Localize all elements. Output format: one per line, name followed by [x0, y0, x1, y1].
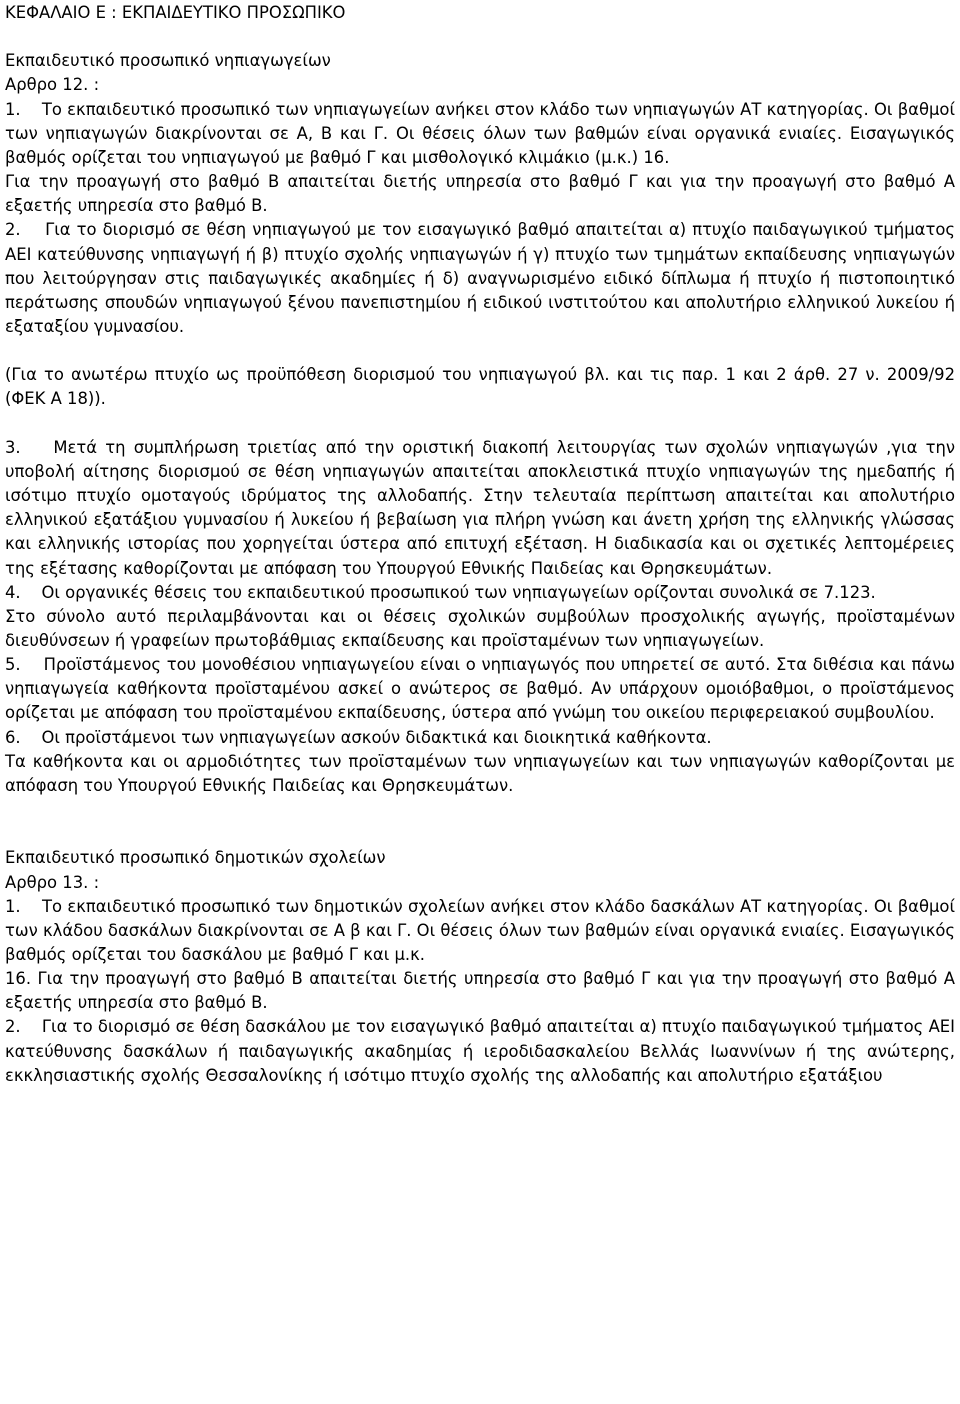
spacer [5, 798, 955, 822]
article-12-paragraph-4: 4. Οι οργανικές θέσεις του εκπαιδευτικού προσωπικού των νηπιαγωγείων ορίζονται συνολικά σε 7.123. [5, 582, 876, 602]
article-12-label: Αρθρο 12. : [5, 75, 100, 95]
article-12-paragraph-5: 5. Προϊστάμενος του μονοθέσιου νηπιαγωγείου είναι ο νηπιαγωγός που υπηρετεί σε αυτό. Στα διθέσια και πάνω νηπιαγωγεία καθήκοντα προϊσταμένου ασκεί ο ανώτερος σε βαθμό. Αν υπάρχουν ομοιόβαθμοι, ο προϊστάμενος ορίζεται με απόφαση του προϊσταμένου εκπαίδευσης, ύστερα από γνώμη του οικείου περιφερειακού συμβουλίου. [5, 655, 955, 723]
article-12-paragraph-1-promotion: Για την προαγωγή στο βαθμό Β απαιτείται διετής υπηρεσία στο βαθμό Γ και για την προαγωγή στο βαθμό Α εξαετής υπηρεσία στο βαθμό Β. [5, 172, 955, 216]
article-12-paragraph-2-note: (Για το ανωτέρω πτυχίο ως προϋπόθεση διορισμού του νηπιαγωγού βλ. και τις παρ. 1 και 2 άρθ. 27 ν. 2009/92 (ΦΕΚ Α 18)). [5, 365, 955, 409]
section-heading-primary: Εκπαιδευτικό προσωπικό δημοτικών σχολείων [5, 848, 386, 868]
article-12-paragraph-6: 6. Οι προϊστάμενοι των νηπιαγωγείων ασκούν διδακτικά και διοικητικά καθήκοντα. [5, 727, 712, 747]
article-13-paragraph-1: 1. Το εκπαιδευτικό προσωπικό των δημοτικών σχολείων ανήκει στον κλάδο δασκάλων ΑΤ κατηγορίας. Οι βαθμοί των κλάδου δασκάλων διακρίνονται σε Α β και Γ. Οι θέσεις όλων των βαθμών είναι οργανικά ενιαίες. Εισαγωγικός βαθμός ορίζεται του δασκάλου με βαθμό Γ και μ.κ. [5, 896, 955, 965]
article-13-paragraph-2: 2. Για το διορισμό σε θέση δασκάλου με τον εισαγωγικό βαθμό απαιτείται α) πτυχίο παιδαγωγικού τμήματος ΑΕΙ κατεύθυνσης δασκάλων ή παιδαγωγικής ακαδημίας ή ιεροδιδασκαλείου Βελλάς Ιωαννίνων ή της ανώτερης, εκκλησιαστικής σχολής Θεσσαλονίκης ή ισότιμο πτυχίο σχολής της αλλοδαπής και απολυτήριο εξατάξιου [5, 1017, 955, 1085]
article-12-paragraph-2: 2. Για το διορισμό σε θέση νηπιαγωγού με τον εισαγωγικό βαθμό απαιτείται α) πτυχίο παιδαγωγικού τμήματος ΑΕΙ κατεύθυνσης νηπιαγωγή ή β) πτυχίο σχολής νηπιαγωγών ή γ) πτυχίο των τμημάτων εκπαίδευσης νηπιαγωγών που λειτούργησαν στις παιδαγωγικές ακαδημίες ή δ) αναγνωρισμένο ειδικό δίπλωμα ή πτυχίο ή πιστοποιητικό περάτωσης σπουδών νηπιαγωγού ξένου πανεπιστημίου ή ειδικού ινστιτούτου και απολυτήριο ελληνικού λυκείου ή εξαταξίου γυμνασίου. [5, 220, 955, 337]
article-12-paragraph-4-detail: Στο σύνολο αυτό περιλαμβάνονται και οι θέσεις σχολικών συμβούλων προσχολικής αγωγής, προϊσταμένων διευθύνσεων ή γραφείων πρωτοβάθμιας εκπαίδευσης και προϊσταμένων των νηπιαγωγείων. [5, 606, 955, 651]
spacer [5, 339, 955, 363]
chapter-title: ΚΕΦΑΛΑΙΟ Ε : ΕΚΠΑΙΔΕΥΤΙΚΟ ΠΡΟΣΩΠΙΚΟ [5, 3, 346, 22]
spacer [5, 822, 955, 846]
spacer [5, 25, 955, 49]
article-12-paragraph-3: 3. Μετά τη συμπλήρωση τριετίας από την οριστική διακοπή λειτουργίας των σχολών νηπιαγωγών ,για την υποβολή αίτησης διορισμού σε θέση νηπιαγωγών απαιτείται αποκλειστικά πτυχίο νηπιαγωγών της ημεδαπής ή ισότιμο πτυχίο ομοταγούς ιδρύματος της αλλοδαπής. Στην τελευταία περίπτωση απαιτείται και απολυτήριο ελληνικού εξατάξιου γυμνασίου ή λυκείου ή βεβαίωση για πλήρη γνώση και άνετη χρήση της ελληνικής γλώσσας και ελληνικής ιστορίας που χορηγείται ύστερα από επιτυχή εξέταση. Η διαδικασία και οι σχετικές λεπτομέρειες της εξέτασης καθορίζονται με απόφαση του Υπουργού Εθνικής Παιδείας και Θρησκευμάτων. [5, 437, 955, 578]
article-13-paragraph-1-promotion: 16. Για την προαγωγή στο βαθμό Β απαιτείται διετής υπηρεσία στο βαθμό Γ και για την προαγωγή στο βαθμό Α εξαετής υπηρεσία στο βαθμό Β. [5, 969, 955, 1013]
article-13-label: Αρθρο 13. : [5, 872, 100, 892]
section-heading-kindergarten: Εκπαιδευτικό προσωπικό νηπιαγωγείων [5, 51, 331, 71]
article-12-paragraph-1: 1. Το εκπαιδευτικό προσωπικό των νηπιαγωγείων ανήκει στον κλάδο των νηπιαγωγών ΑΤ κατηγορίας. Οι βαθμοί των νηπιαγωγών διακρίνονται σε Α, Β και Γ. Οι θέσεις όλων των βαθμών είναι οργανικά ενιαίες. Εισαγωγικός βαθμός ορίζεται του νηπιαγωγού με βαθμό Γ και μισθολογικό κλιμάκιο (μ.κ.) 16. [5, 99, 955, 167]
article-12-paragraph-6-detail: Τα καθήκοντα και οι αρμοδιότητες των προϊσταμένων των νηπιαγωγείων και των νηπιαγωγών καθορίζονται με απόφαση του Υπουργού Εθνικής Παιδείας και Θρησκευμάτων. [5, 751, 955, 795]
spacer [5, 412, 955, 436]
